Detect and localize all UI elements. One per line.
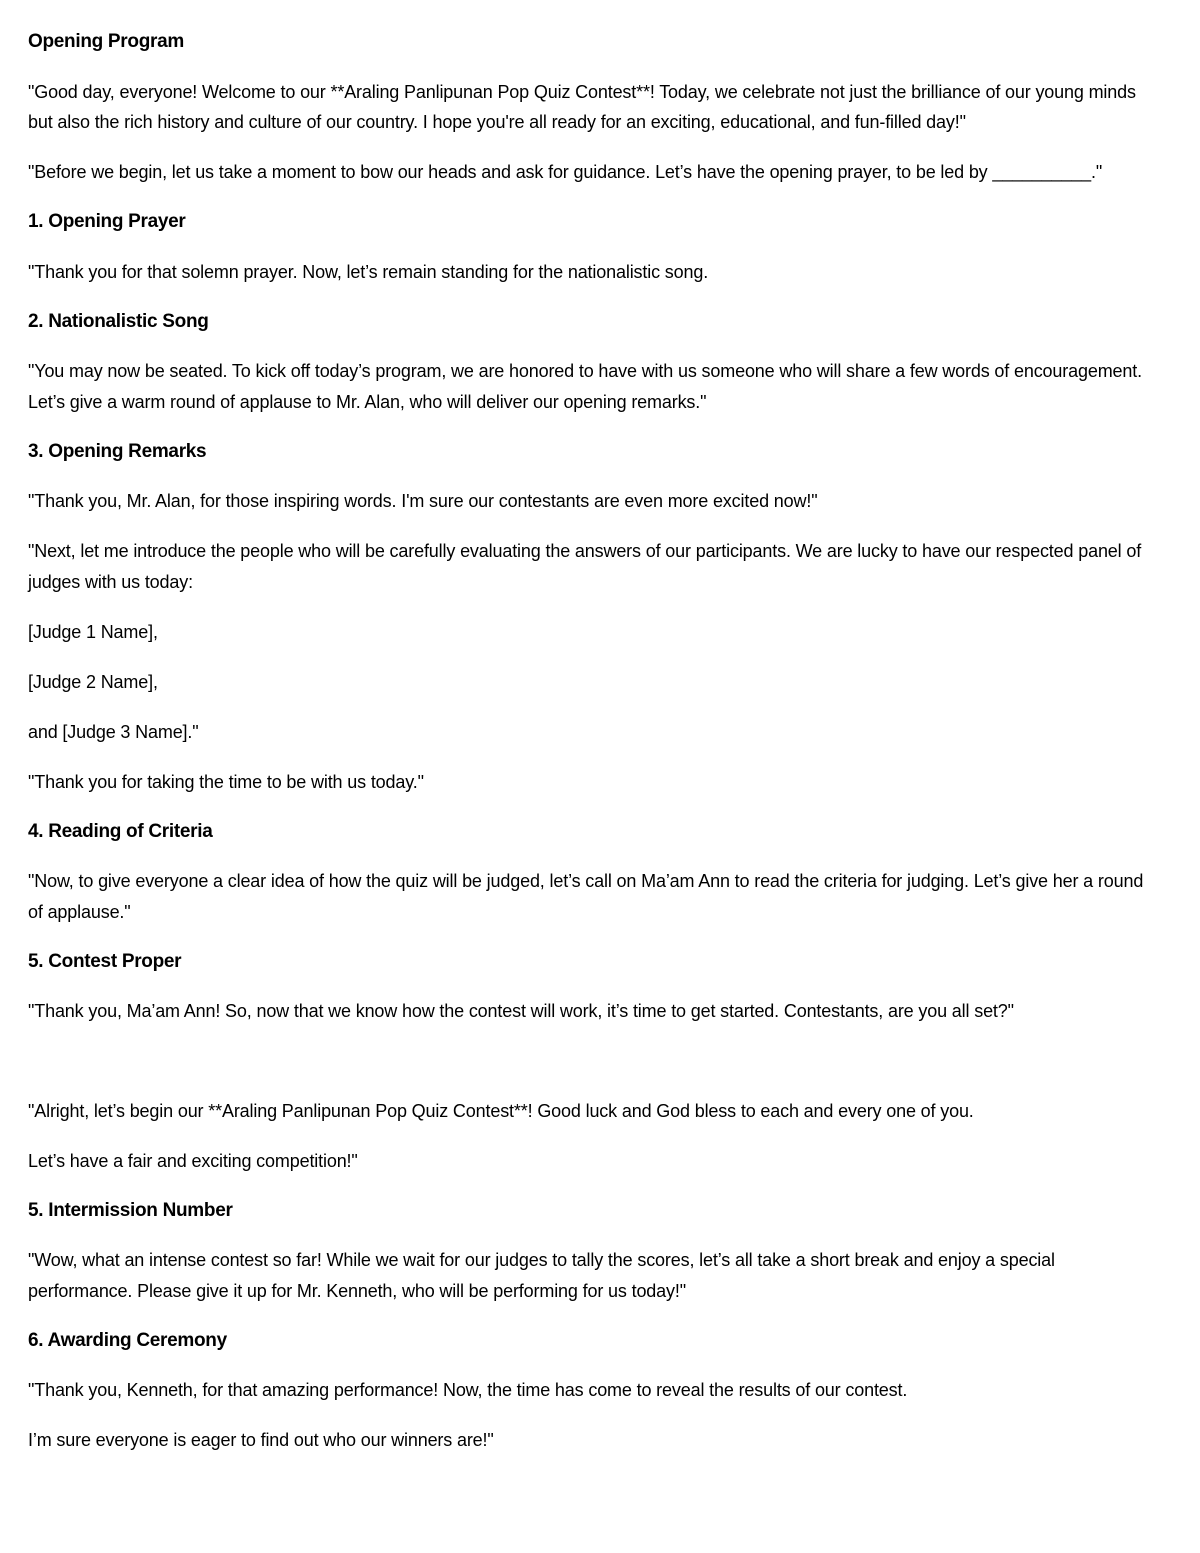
- heading-opening-remarks: 3. Opening Remarks: [28, 440, 207, 462]
- paragraph-seated: "You may now be seated. To kick off today’s program, we are honored to have with us someone who will share a few words of encouragement. Let’s give a warm round of applause to Mr. Alan, who will deliver our opening remarks.": [28, 361, 1142, 412]
- paragraph-thank-alan: "Thank you, Mr. Alan, for those inspiring words. I'm sure our contestants are even more excited now!": [28, 491, 818, 511]
- heading-contest-proper: 5. Contest Proper: [28, 950, 182, 972]
- judge-1: [Judge 1 Name],: [28, 621, 158, 642]
- heading-intermission-number: 5. Intermission Number: [28, 1199, 233, 1221]
- paragraph-begin-contest: "Alright, let’s begin our **Araling Panlipunan Pop Quiz Contest**! Good luck and God bless to each and every one of you.: [28, 1100, 974, 1121]
- paragraph-eager: I’m sure everyone is eager to find out who our winners are!": [28, 1430, 494, 1450]
- paragraph-welcome: "Good day, everyone! Welcome to our **Araling Panlipunan Pop Quiz Contest**! Today, we celebrate not just the brilliance of our young minds but also the rich history and culture of our country. I hope you're all ready for an exciting, educational, and fun-filled day!": [28, 81, 1136, 132]
- heading-reading-criteria: 4. Reading of Criteria: [28, 820, 213, 842]
- document-page: [28, 27, 1158, 1456]
- paragraph-thank-prayer: "Thank you for that solemn prayer. Now, let’s remain standing for the nationalistic song.: [28, 261, 709, 282]
- judge-3: and [Judge 3 Name].": [28, 721, 199, 742]
- judge-2: [Judge 2 Name],: [28, 671, 158, 692]
- paragraph-intermission: "Wow, what an intense contest so far! While we wait for our judges to tally the scores, let’s all take a short break and enjoy a special performance. Please give it up for Mr. Kenneth, who will be performing for us today!": [28, 1250, 1055, 1301]
- paragraph-thank-kenneth: "Thank you, Kenneth, for that amazing performance! Now, the time has come to reveal the results of our contest.: [28, 1380, 908, 1400]
- paragraph-thank-time: "Thank you for taking the time to be with us today.": [28, 771, 424, 792]
- paragraph-thank-ann: "Thank you, Ma’am Ann! So, now that we know how the contest will work, it’s time to get started. Contestants, are you all set?": [28, 1001, 1014, 1021]
- paragraph-introduce-judges: "Next, let me introduce the people who will be carefully evaluating the answers of our participants. We are lucky to have our respected panel of judges with us today:: [28, 541, 1142, 592]
- heading-opening-program: Opening Program: [28, 31, 184, 52]
- heading-nationalistic-song: 2. Nationalistic Song: [28, 310, 209, 332]
- heading-opening-prayer: 1. Opening Prayer: [28, 211, 186, 232]
- heading-awarding-ceremony: 6. Awarding Ceremony: [28, 1329, 227, 1351]
- paragraph-criteria: "Now, to give everyone a clear idea of how the quiz will be judged, let’s call on Ma’am Ann to read the criteria for judging. Let’s give her a round of applause.": [28, 871, 1144, 922]
- paragraph-before-begin: "Before we begin, let us take a moment to bow our heads and ask for guidance. Let’s have the opening prayer, to be led by __________.": [28, 162, 1103, 182]
- paragraph-fair-competition: Let’s have a fair and exciting competition!": [28, 1150, 358, 1171]
